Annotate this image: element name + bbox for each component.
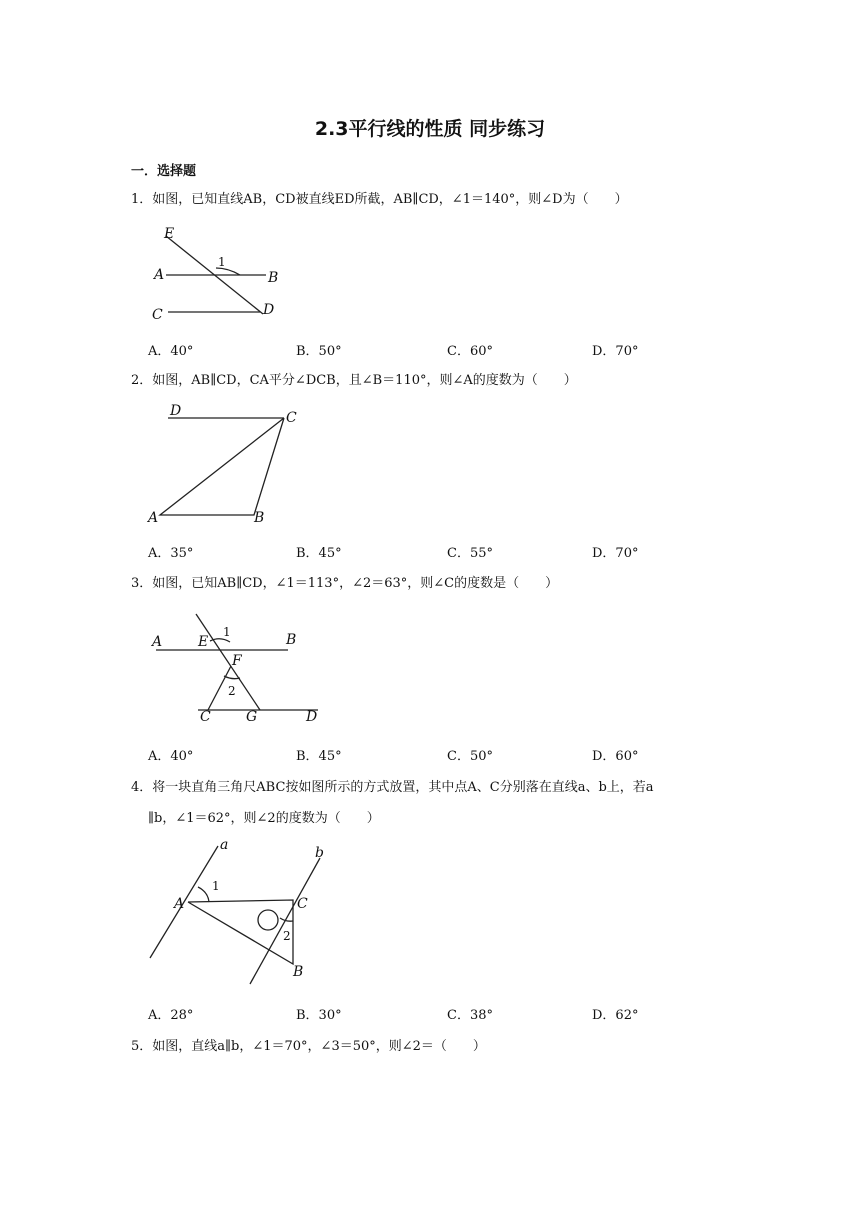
question-2-figure [146,400,306,530]
question-1-stem: 1．如图，已知直线AB，CD被直线ED所截，AB∥CD，∠1＝140°，则∠D为（ ） [131,192,628,207]
label-d: D [263,302,275,318]
q4-option-b[interactable]: B．30° [296,1008,342,1023]
q2-option-a[interactable]: A．35° [148,546,194,561]
label-c: C [152,307,163,323]
label-a: A [148,510,159,526]
q4-option-c[interactable]: C．38° [447,1008,493,1023]
question-4-figure [146,836,336,986]
question-5-stem: 5．如图，直线a∥b，∠1＝70°，∠3＝50°，则∠2＝（ ） [131,1039,486,1054]
q2-option-d[interactable]: D．70° [592,546,639,561]
label-b: B [254,510,265,526]
q4-option-d[interactable]: D．62° [592,1008,639,1023]
label-b-point: B [293,964,304,980]
q1-option-b[interactable]: B．50° [296,344,342,359]
triangle-acb [188,900,293,964]
label-c: C [200,709,211,725]
q1-option-c[interactable]: C．60° [447,344,493,359]
q3-option-a[interactable]: A．40° [148,749,194,764]
label-g: G [246,709,258,725]
label-a-line: a [220,837,229,853]
angle-1-arc [210,639,230,642]
label-c-point: C [297,896,308,912]
label-b: B [286,632,297,648]
q1-option-d[interactable]: D．70° [592,344,639,359]
label-d: D [170,403,182,419]
question-3-figure [148,608,333,728]
angle-1-arc [198,887,209,902]
question-3-stem: 3．如图，已知AB∥CD，∠1＝113°，∠2＝63°，则∠C的度数是（ ） [131,576,559,591]
label-f: F [232,653,242,669]
label-a: A [152,634,163,650]
q3-option-d[interactable]: D．60° [592,749,639,764]
label-angle-2: 2 [283,929,291,943]
label-a: A [154,267,165,283]
q4-option-a[interactable]: A．28° [148,1008,194,1023]
triangle-ruler-hole [258,910,278,930]
label-e: E [198,634,209,650]
triangle-acb [160,418,284,515]
label-b: B [268,270,279,286]
q1-option-a[interactable]: A．40° [148,344,194,359]
q3-option-c[interactable]: C．50° [447,749,493,764]
q2-option-b[interactable]: B．45° [296,546,342,561]
label-a-point: A [174,896,185,912]
section-heading: 一．选择题 [131,164,197,179]
label-c: C [286,410,297,426]
angle-1-arc [216,268,240,275]
label-d: D [306,709,318,725]
label-e: E [164,226,175,242]
q2-option-c[interactable]: C．55° [447,546,493,561]
question-4-stem-line-1: 4．将一块直角三角尺ABC按如图所示的方式放置，其中点A、C分别落在直线a、b上，若a [131,780,654,795]
label-angle-1: 1 [212,879,220,893]
label-angle-1: 1 [223,625,231,639]
label-angle-1: 1 [218,255,226,269]
question-2-stem: 2．如图，AB∥CD，CA平分∠DCB，且∠B＝110°，则∠A的度数为（ ） [131,373,577,388]
question-1-figure [148,224,288,324]
label-angle-2: 2 [228,684,236,698]
q3-option-b[interactable]: B．45° [296,749,342,764]
page-title: 2.3平行线的性质 同步练习 [314,118,546,140]
question-4-stem-line-2: ∥b，∠1＝62°，则∠2的度数为（ ） [148,811,380,826]
label-b-line: b [315,845,324,861]
